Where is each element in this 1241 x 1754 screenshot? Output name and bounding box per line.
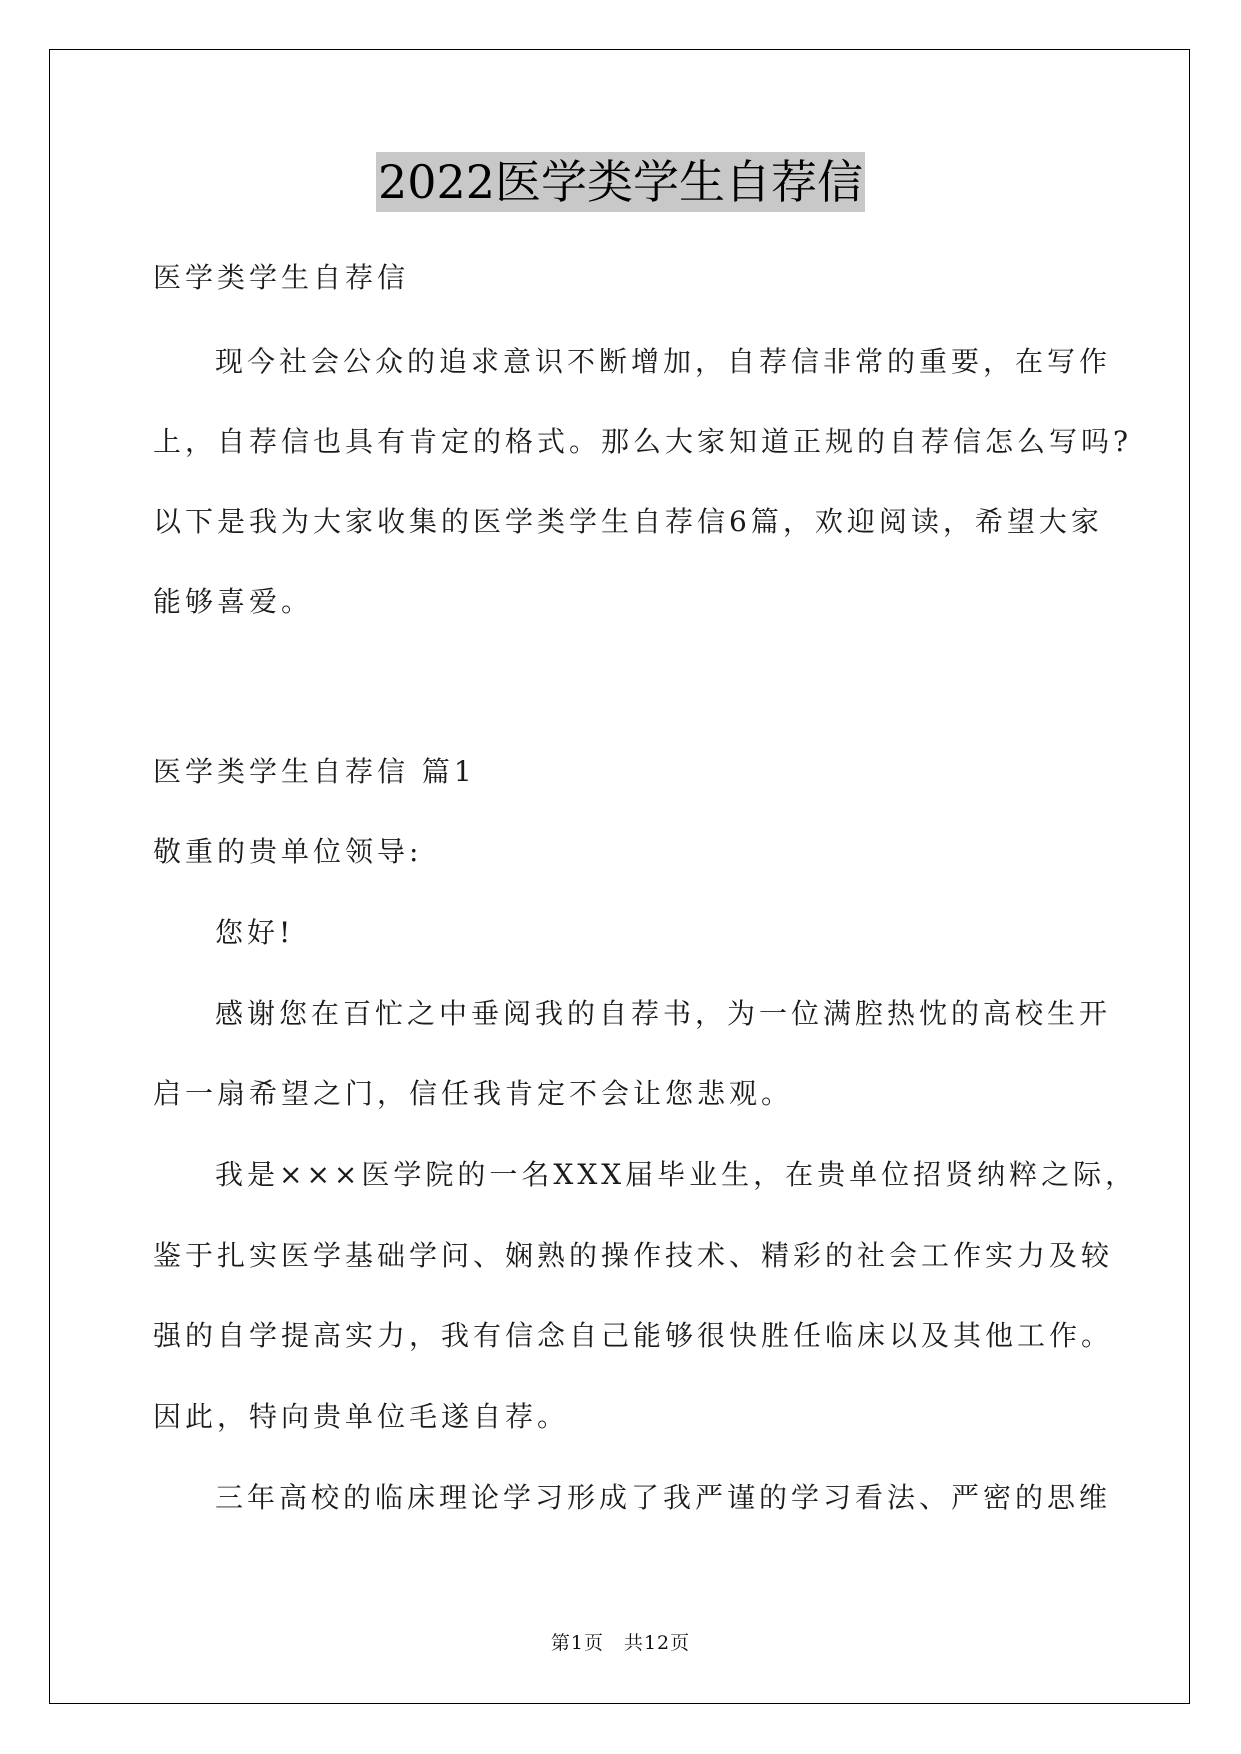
body-line-12: 鉴于扎实医学基础学问、娴熟的操作技术、精彩的社会工作实力及较 xyxy=(153,1239,1114,1272)
body-line-9: 感谢您在百忙之中垂阅我的自荐书，为一位满腔热忱的高校生开 xyxy=(215,997,1112,1030)
body-line-5: 能够喜爱。 xyxy=(153,585,314,618)
body-line-14: 因此，特向贵单位毛遂自荐。 xyxy=(153,1400,570,1433)
document-title: 2022医学类学生自荐信 xyxy=(376,152,865,212)
greeting: 您好! xyxy=(215,916,295,949)
body-line-3: 上，自荐信也具有肯定的格式。那么大家知道正规的自荐信怎么写吗? xyxy=(153,425,1133,458)
body-line-11: 我是×××医学院的一名XXX届毕业生，在贵单位招贤纳粹之际， xyxy=(215,1158,1138,1191)
title-wrap xyxy=(0,152,1241,212)
body-line-10: 启一扇希望之门，信任我肯定不会让您悲观。 xyxy=(153,1077,794,1110)
body-line-1: 医学类学生自荐信 xyxy=(153,261,410,294)
page-number: 第1页 共12页 xyxy=(550,1632,691,1654)
section-heading: 医学类学生自荐信 篇1 xyxy=(153,755,476,788)
salutation: 敬重的贵单位领导: xyxy=(153,835,423,868)
body-line-13: 强的自学提高实力，我有信念自己能够很快胜任临床以及其他工作。 xyxy=(153,1319,1114,1352)
body-line-2: 现今社会公众的追求意识不断增加，自荐信非常的重要，在写作 xyxy=(215,345,1112,378)
body-line-15: 三年高校的临床理论学习形成了我严谨的学习看法、严密的思维 xyxy=(215,1481,1112,1514)
body-line-4: 以下是我为大家收集的医学类学生自荐信6篇，欢迎阅读，希望大家 xyxy=(153,505,1103,538)
